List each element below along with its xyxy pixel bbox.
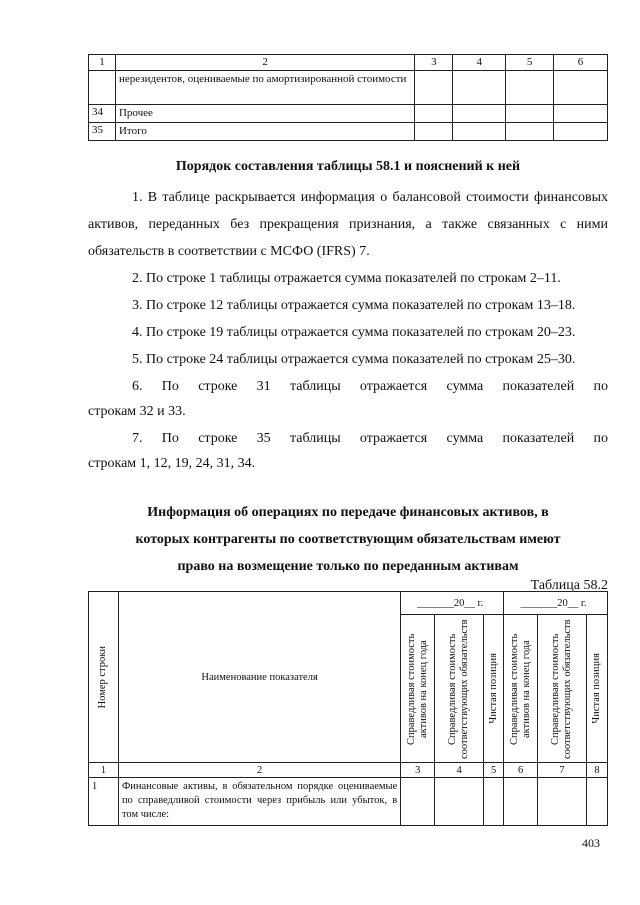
page-number: 403 xyxy=(582,836,600,850)
header-cell: 4 xyxy=(453,55,506,71)
table-58-1-continuation xyxy=(88,54,608,141)
section-heading-line-3: право на возмещение только по переданным активам xyxy=(177,559,519,574)
row-number xyxy=(89,71,116,105)
column-number-row xyxy=(89,763,608,778)
table-58-2 xyxy=(88,591,608,826)
row-label: Итого xyxy=(115,123,414,141)
column-number: 7 xyxy=(538,763,587,778)
table-row xyxy=(89,105,608,123)
paragraph-4: 4. По строке 19 таблицы отражается сумма показателей по строкам 20–23. xyxy=(132,325,576,340)
subcolumn-header: Справедливая стоимость активов на конец года xyxy=(401,615,435,763)
paragraph-1: 1. В таблице раскрывается информация о балансовой стоимости финансовых активов, переданных без прекращения признания, а также связанных с ними обязательств в соответствии с МСФО (IFRS) 7. xyxy=(88,190,608,259)
row-number: 34 xyxy=(89,105,116,123)
paragraph-5: 5. По строке 24 таблицы отражается сумма показателей по строкам 25–30. xyxy=(132,352,576,367)
period-header-1: _______20__ г. xyxy=(401,592,504,615)
column-number: 5 xyxy=(484,763,504,778)
subcolumn-header: Справедливая стоимость соответствующих обязательств xyxy=(435,615,484,763)
column-header-row-number: Номер строки xyxy=(89,592,119,763)
section-heading-line-1: Информация об операциях по передаче финансовых активов, в xyxy=(147,505,549,520)
header-cell: 2 xyxy=(115,55,414,71)
header-cell: 5 xyxy=(506,55,554,71)
row-label: нерезидентов, оцениваемые по амортизированной стоимости xyxy=(115,71,414,105)
row-number: 1 xyxy=(89,778,119,826)
column-header-name: Наименование показателя xyxy=(118,592,400,763)
column-number: 6 xyxy=(504,763,538,778)
header-cell: 6 xyxy=(554,55,608,71)
paragraph-2: 2. По строке 1 таблицы отражается сумма показателей по строкам 2–11. xyxy=(132,271,561,286)
row-label: Финансовые активы, в обязательном порядке оцениваемые по справедливой стоимости через прибыль или убыток, в том числе: xyxy=(118,778,400,826)
paragraph-7-line-2: строкам 1, 12, 19, 24, 31, 34. xyxy=(88,456,256,471)
subcolumn-header: Справедливая стоимость соответствующих обязательств xyxy=(538,615,587,763)
column-number: 3 xyxy=(401,763,435,778)
paragraph-6-line-1: 6. По строке 31 таблицы отражается сумма показателей по xyxy=(132,379,608,394)
subcolumn-header: Чистая позиция xyxy=(587,615,608,763)
header-cell: 1 xyxy=(89,55,116,71)
section-heading-line-2: которых контрагенты по соответствующим обязательствам имеют xyxy=(135,532,561,547)
paragraph-7-line-1: 7. По строке 35 таблицы отражается сумма показателей по xyxy=(132,431,608,446)
subcolumn-header: Справедливая стоимость активов на конец года xyxy=(504,615,538,763)
column-number: 4 xyxy=(435,763,484,778)
paragraph-6-line-2: строкам 32 и 33. xyxy=(88,404,186,419)
paragraph-3: 3. По строке 12 таблицы отражается сумма показателей по строкам 13–18. xyxy=(132,298,576,313)
row-number: 35 xyxy=(89,123,116,141)
section-heading: Порядок составления таблицы 58.1 и пояснений к ней xyxy=(175,159,521,174)
table-row xyxy=(89,123,608,141)
period-header-2: _______20__ г. xyxy=(504,592,608,615)
column-number: 2 xyxy=(118,763,400,778)
column-number: 1 xyxy=(89,763,119,778)
column-number: 8 xyxy=(587,763,608,778)
table-caption: Таблица 58.2 xyxy=(530,578,608,593)
header-cell: 3 xyxy=(415,55,453,71)
table-header-row xyxy=(89,55,608,71)
table-row xyxy=(89,778,608,826)
subcolumn-header: Чистая позиция xyxy=(484,615,504,763)
table-row xyxy=(89,71,608,105)
row-label: Прочее xyxy=(115,105,414,123)
